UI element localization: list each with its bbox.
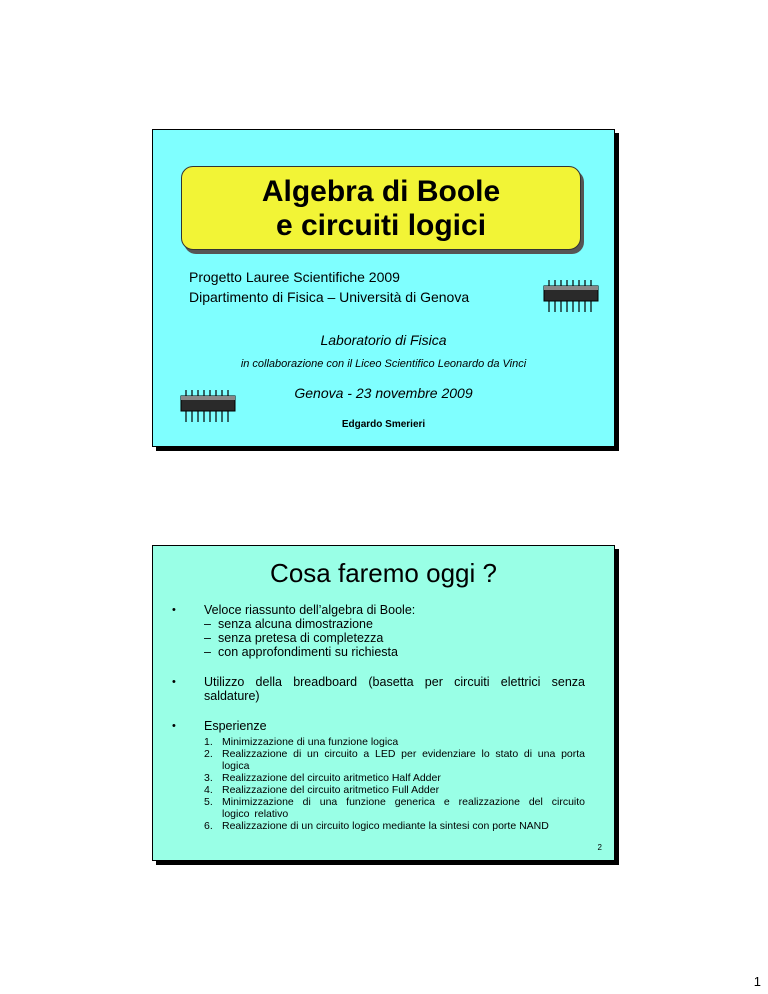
department-name: Dipartimento di Fisica – Università di Genova	[189, 289, 470, 305]
item-number: 1.	[204, 736, 213, 748]
sub-item	[204, 645, 585, 659]
collaboration-text: in collaborazione con il Liceo Scientifico Leonardo da Vinci	[240, 358, 527, 370]
slide-number: 2	[597, 843, 602, 852]
sub-item	[204, 617, 585, 631]
list-item	[172, 719, 585, 832]
author-name: Edgardo Smerieri	[341, 419, 426, 430]
title-line-2: e circuiti logici	[275, 209, 487, 242]
numbered-item	[204, 772, 585, 784]
bullet-icon: •	[172, 720, 176, 732]
item-text: Realizzazione di un circuito a LED per evidenziare lo stato di una porta logica	[222, 748, 585, 772]
item-text: Minimizzazione di una funzione generica e realizzazione del circuito logico relativo	[222, 796, 585, 820]
bullet-icon: •	[172, 676, 176, 688]
title-box	[181, 166, 581, 250]
page-number: 1	[753, 974, 761, 989]
dash-icon: –	[204, 617, 211, 631]
agenda-list	[172, 603, 585, 848]
item-text: Realizzazione del circuito aritmetico Full Adder	[222, 784, 440, 796]
bullet-text: Esperienze	[204, 719, 267, 733]
dash-icon: –	[204, 645, 211, 659]
item-number: 3.	[204, 772, 213, 784]
numbered-item	[204, 736, 585, 748]
item-text: Realizzazione di un circuito logico mediante la sintesi con porte NAND	[222, 820, 549, 832]
slide-title: Cosa faremo oggi ?	[270, 558, 497, 588]
bullet-text: Veloce riassunto dell’algebra di Boole:	[204, 603, 416, 617]
project-name: Progetto Lauree Scientifiche 2009	[189, 269, 400, 285]
agenda-slide	[152, 545, 615, 861]
title-slide	[152, 129, 615, 447]
item-number: 6.	[204, 820, 213, 832]
item-text: Minimizzazione di una funzione logica	[222, 736, 399, 748]
list-item	[172, 603, 585, 659]
place-date: Genova - 23 novembre 2009	[294, 385, 473, 401]
lab-name: Laboratorio di Fisica	[320, 332, 447, 348]
item-number: 4.	[204, 784, 213, 796]
title-line-1: Algebra di Boole	[261, 175, 501, 208]
sub-item-text: senza alcuna dimostrazione	[218, 617, 373, 631]
experiments-list	[204, 736, 585, 832]
item-number: 5.	[204, 796, 213, 808]
sub-item	[204, 631, 585, 645]
numbered-item	[204, 820, 585, 832]
sub-item-text: senza pretesa di completezza	[218, 631, 384, 645]
bullet-text: Utilizzo della breadboard (basetta per circuiti elettrici senza saldature)	[204, 675, 585, 703]
item-number: 2.	[204, 748, 213, 760]
sub-item-text: con approfondimenti su richiesta	[218, 645, 398, 659]
numbered-item	[204, 748, 585, 772]
numbered-item	[204, 784, 585, 796]
ic-chip-icon	[541, 276, 601, 318]
dash-icon: –	[204, 631, 211, 645]
bullet-icon: •	[172, 604, 176, 616]
list-item	[172, 675, 585, 703]
numbered-item	[204, 796, 585, 820]
item-text: Realizzazione del circuito aritmetico Half Adder	[222, 772, 441, 784]
